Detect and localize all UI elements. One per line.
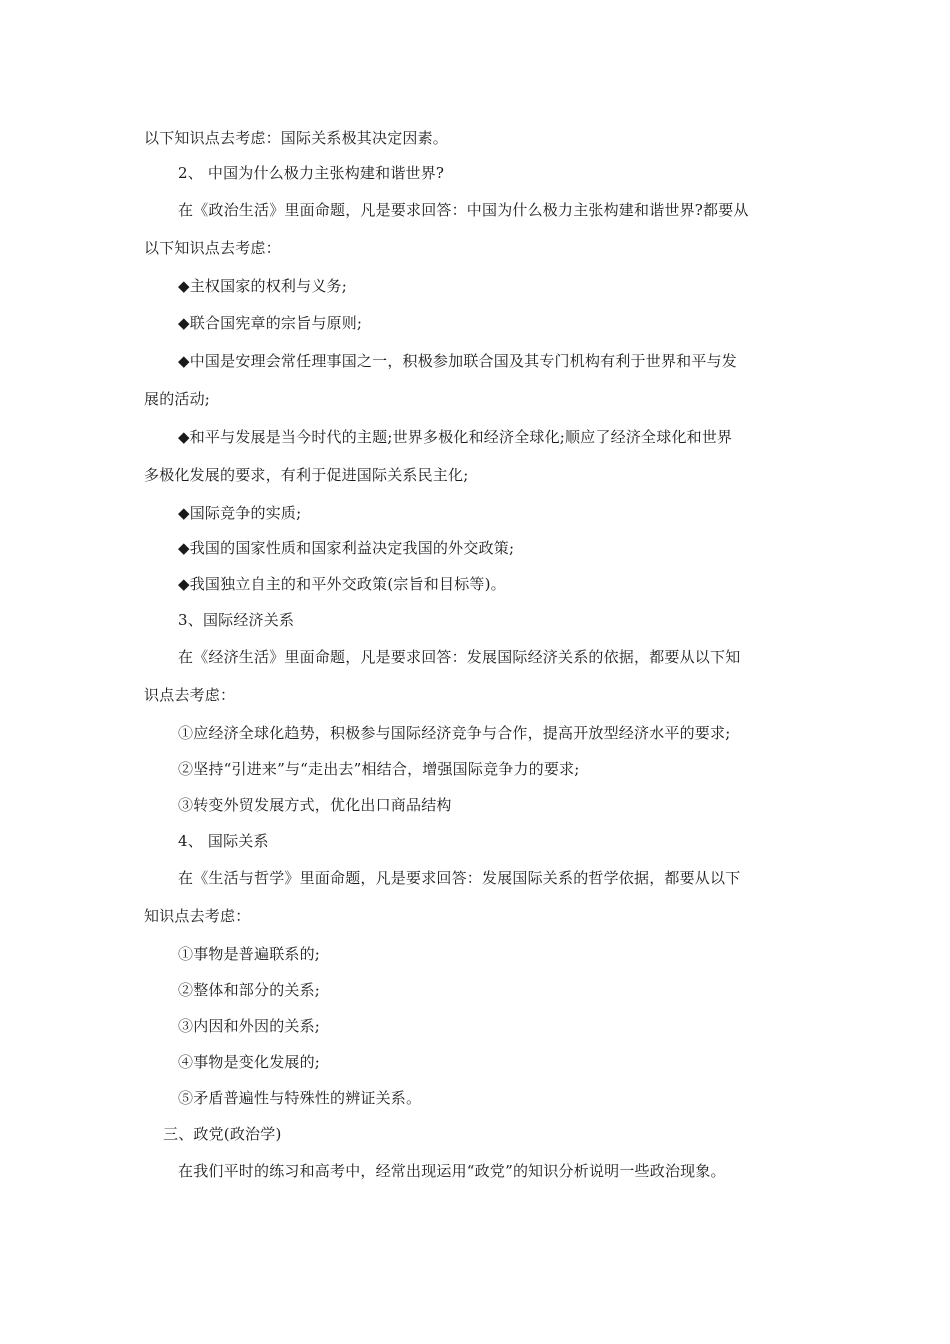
section-heading: 3、国际经济关系 (178, 611, 295, 629)
bullet-item: ◆国际竞争的实质; (178, 504, 302, 522)
bullet-item: ◆和平与发展是当今时代的主题;世界多极化和经济全球化;顺应了经济全球化和世界 (178, 428, 733, 446)
text-line: 以下知识点去考虑： (144, 239, 281, 257)
text-line: 识点去考虑： (144, 686, 236, 704)
numbered-item: ②坚持“引进来”与“走出去”相结合，增强国际竞争力的要求; (178, 760, 580, 778)
numbered-item: ②整体和部分的关系; (178, 981, 321, 999)
numbered-item: ③转变外贸发展方式，优化出口商品结构 (178, 796, 452, 814)
numbered-item: ③内因和外因的关系; (178, 1017, 321, 1035)
numbered-item: ⑤矛盾普遍性与特殊性的辨证关系。 (178, 1089, 422, 1107)
numbered-item: ①事物是普遍联系的; (178, 945, 321, 963)
section-heading: 三、政党(政治学) (163, 1125, 282, 1143)
text-line: 在《经济生活》里面命题，凡是要求回答：发展国际经济关系的依据，都要从以下知 (178, 648, 741, 666)
bullet-item: ◆联合国宪章的宗旨与原则; (178, 314, 363, 332)
bullet-item: ◆我国的国家性质和国家利益决定我国的外交政策; (178, 539, 515, 557)
text-line: 在我们平时的练习和高考中，经常出现运用“政党”的知识分析说明一些政治现象。 (178, 1162, 726, 1180)
text-line: 在《生活与哲学》里面命题，凡是要求回答：发展国际关系的哲学依据，都要从以下 (178, 869, 741, 887)
numbered-item: ①应经济全球化趋势，积极参与国际经济竞争与合作，提高开放型经济水平的要求; (178, 724, 731, 742)
bullet-item: ◆主权国家的权利与义务; (178, 277, 347, 295)
text-line: 多极化发展的要求，有利于促进国际关系民主化; (144, 466, 469, 484)
text-line: 以下知识点去考虑：国际关系极其决定因素。 (144, 129, 449, 147)
bullet-item: ◆我国独立自主的和平外交政策(宗旨和目标等)。 (178, 575, 506, 593)
text-line: 在《政治生活》里面命题，凡是要求回答：中国为什么极力主张构建和谐世界?都要从 (178, 201, 749, 219)
section-heading: 4、 国际关系 (178, 832, 269, 850)
numbered-item: ④事物是变化发展的; (178, 1053, 321, 1071)
text-line: 展的活动; (144, 390, 211, 408)
section-heading: 2、 中国为什么极力主张构建和谐世界? (178, 164, 445, 182)
bullet-item: ◆中国是安理会常任理事国之一，积极参加联合国及其专门机构有利于世界和平与发 (178, 352, 737, 370)
text-line: 知识点去考虑： (144, 907, 251, 925)
